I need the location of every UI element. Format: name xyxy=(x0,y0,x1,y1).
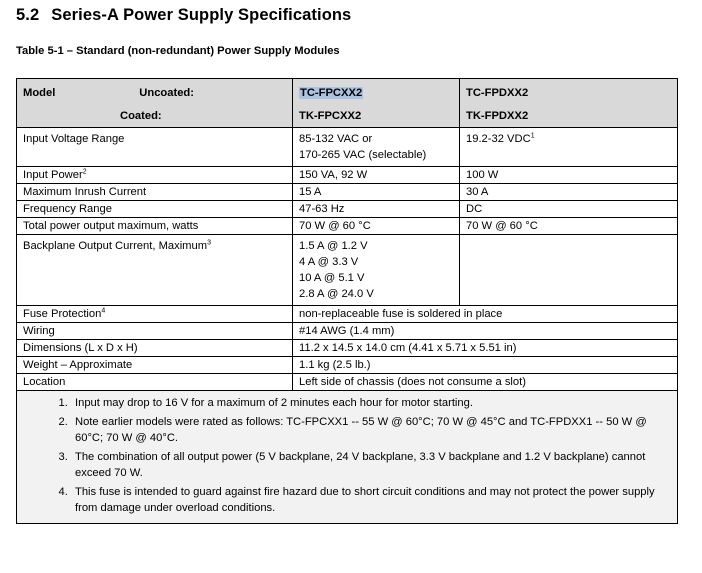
row-value-col2: 19.2-32 VDC$^1$ xyxy=(460,128,678,167)
row-label: Maximum Inrush Current xyxy=(17,184,293,201)
row-label: Weight – Approximate xyxy=(17,357,293,374)
table-row xyxy=(17,357,678,374)
notes-row xyxy=(17,391,678,524)
row-value-col2: DC xyxy=(460,201,678,218)
row-value-span: Left side of chassis (does not consume a slot) xyxy=(293,374,678,391)
section-number: 5.2 xyxy=(16,6,40,24)
row-value-span: non-replaceable fuse is soldered in place xyxy=(293,306,678,323)
section-title: Series-A Power Supply Specifications xyxy=(51,6,352,24)
row-value-col2 xyxy=(460,235,678,306)
footnote-item: 1. Input may drop to 16 V for a maximum of 2 minutes each hour for motor starting. xyxy=(71,395,667,411)
header-col2-uncoated-cell: TC-FPDXX2 xyxy=(460,79,678,106)
header-col2-coated-cell: TK-FPDXX2 xyxy=(460,105,678,128)
row-value-col1: 47-63 Hz xyxy=(293,201,460,218)
row-value-col1: 85-132 VAC or 170-265 VAC (selectable) xyxy=(293,128,460,167)
row-value-col1: 70 W @ 60 °C xyxy=(293,218,460,235)
footnotes xyxy=(17,391,678,524)
header-col1-coated-cell: TK-FPCXX2 xyxy=(293,105,460,128)
row-label: Total power output maximum, watts xyxy=(17,218,293,235)
row-label: Wiring xyxy=(17,323,293,340)
table-row xyxy=(17,374,678,391)
row-value-col1: 1.5 A @ 1.2 V 4 A @ 3.3 V 10 A @ 5.1 V 2.8 A @ 24.0 V xyxy=(293,235,460,306)
table-row xyxy=(17,201,678,218)
model-label: Model xyxy=(23,87,56,99)
row-value-col1: 150 VA, 92 W xyxy=(293,167,460,184)
table-caption: Table 5-1 – Standard (non-redundant) Power Supply Modules xyxy=(16,45,340,57)
header-col1-uncoated-cell xyxy=(293,79,460,106)
table-row xyxy=(17,218,678,235)
table-body xyxy=(17,128,678,524)
table-header xyxy=(17,79,678,128)
uncoated-label: Uncoated: xyxy=(139,87,194,99)
footnote-list xyxy=(27,395,667,516)
header-model-cell xyxy=(17,79,293,106)
footnote-item: 4. This fuse is intended to guard against fire hazard due to short circuit conditions and may not protect the power supply from damage under overload conditions. xyxy=(71,484,667,516)
table-row xyxy=(17,128,678,167)
table-row xyxy=(17,306,678,323)
table-row xyxy=(17,235,678,306)
row-value-col2: 30 A xyxy=(460,184,678,201)
selected-text-highlight[interactable]: TC-FPCXX2 xyxy=(300,87,363,99)
table-row xyxy=(17,323,678,340)
table-row xyxy=(17,340,678,357)
row-label: Dimensions (L x D x H) xyxy=(17,340,293,357)
row-label: Input Voltage Range xyxy=(17,128,293,167)
row-value-col2: 70 W @ 60 °C xyxy=(460,218,678,235)
header-coated-cell xyxy=(17,105,293,128)
spec-table xyxy=(16,78,678,524)
row-label: Location xyxy=(17,374,293,391)
row-value-col1: 15 A xyxy=(293,184,460,201)
row-value-span: #14 AWG (1.4 mm) xyxy=(293,323,678,340)
table-row xyxy=(17,184,678,201)
row-label: Fuse Protection$^4$ xyxy=(17,306,293,323)
row-label: Frequency Range xyxy=(17,201,293,218)
row-label: Input Power$^2$ xyxy=(17,167,293,184)
footnote-item: 3. The combination of all output power (5 V backplane, 24 V backplane, 3.3 V backplane and 1.2 V backplane) cannot exceed 70 W. xyxy=(71,449,667,481)
table-row xyxy=(17,167,678,184)
row-value-span: 1.1 kg (2.5 lb.) xyxy=(293,357,678,374)
row-label: Backplane Output Current, Maximum$^3$ xyxy=(17,235,293,306)
row-value-span: 11.2 x 14.5 x 14.0 cm (4.41 x 5.71 x 5.51 in) xyxy=(293,340,678,357)
coated-label: Coated: xyxy=(120,110,162,122)
row-value-col2: 100 W xyxy=(460,167,678,184)
footnote-item: 2. Note earlier models were rated as follows: TC-FPCXX1 -- 55 W @ 60°C; 70 W @ 45°C and TC-FPDXX1 -- 50 W @ 60°C; 70 W @ 40°C. xyxy=(71,414,667,446)
section-heading xyxy=(16,6,351,25)
